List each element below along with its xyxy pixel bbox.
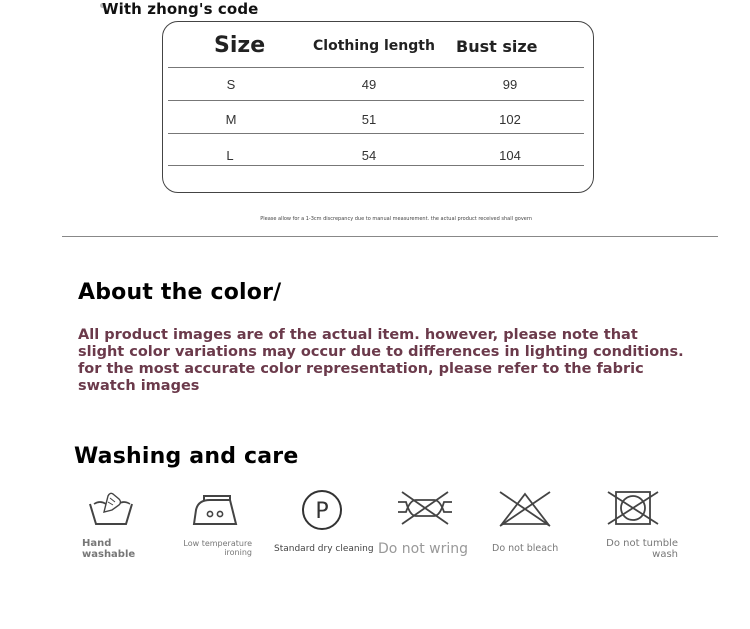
size-cell: L — [226, 148, 234, 163]
size-cell: S — [226, 77, 236, 92]
page-title: With zhong's code — [102, 0, 259, 18]
svg-text:P: P — [315, 499, 329, 524]
table-divider — [168, 67, 584, 68]
no-bleach-icon — [496, 488, 554, 528]
table-divider — [168, 100, 584, 101]
column-header-length: Clothing length — [313, 38, 435, 54]
measurement-note: Please allow for a 1-3cm discrepancy due to manual measurement. the actual product received shall govern — [260, 216, 532, 222]
no-tumble-icon — [604, 488, 662, 528]
table-divider — [168, 133, 584, 134]
bust-cell: 102 — [499, 112, 521, 127]
washing-care-heading: Washing and care — [74, 444, 299, 469]
dry-clean-icon — [300, 488, 344, 532]
size-cell: M — [225, 112, 237, 127]
no-wring-icon — [396, 488, 454, 528]
about-color-text: All product images are of the actual item. however, please note that slight color variations may occur due to differences in lighting conditions. for the most accurate color representation, please refer to the fabric swatch images — [78, 327, 684, 394]
iron-label: Low temperature ironing — [183, 539, 252, 557]
about-color-heading: About the color/ — [78, 280, 282, 305]
dry-clean-label: Standard dry cleaning — [274, 544, 374, 554]
hand-wash-label: Hand washable — [82, 538, 136, 560]
no-tumble-label: Do not tumble wash — [606, 538, 678, 560]
table-divider — [168, 165, 584, 166]
bust-cell: 104 — [499, 148, 521, 163]
length-cell: 51 — [361, 112, 377, 127]
length-cell: 49 — [361, 77, 377, 92]
column-header-size: Size — [214, 33, 266, 58]
bust-cell: 99 — [502, 77, 518, 92]
section-divider — [62, 236, 718, 237]
column-header-bust: Bust size — [456, 37, 538, 56]
hand-wash-icon — [86, 490, 136, 528]
iron-icon — [190, 492, 242, 528]
length-cell: 54 — [361, 148, 377, 163]
no-bleach-label: Do not bleach — [492, 543, 559, 554]
no-wring-label: Do not wring — [378, 541, 469, 557]
